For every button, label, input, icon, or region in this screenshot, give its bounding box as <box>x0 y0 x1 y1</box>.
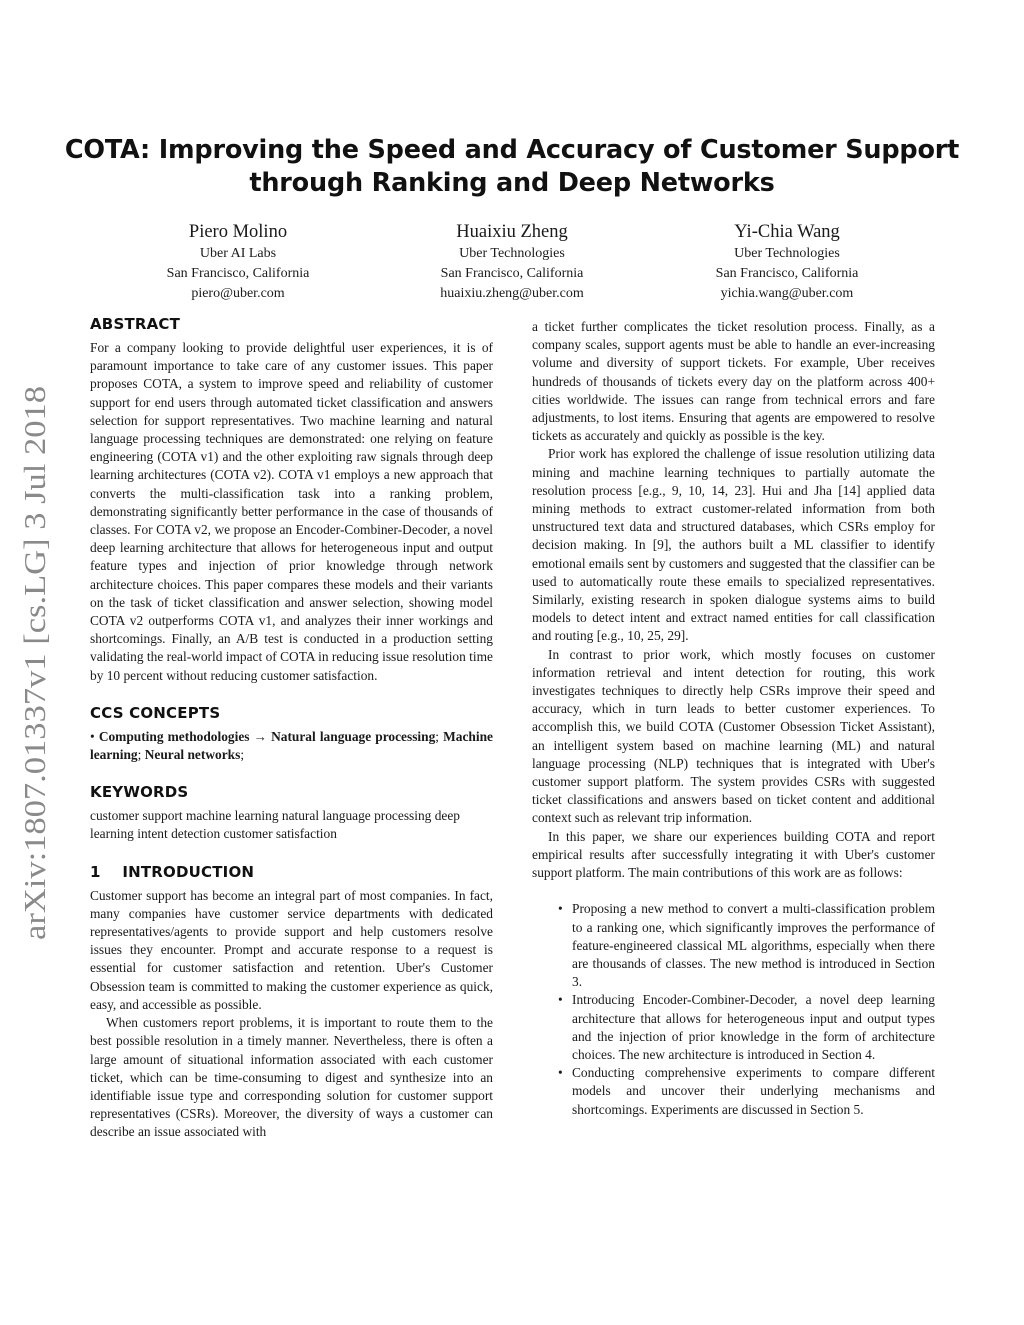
ccs-separator: ; <box>137 747 142 763</box>
bullet-icon: • <box>558 901 563 917</box>
ccs-separator: ; <box>240 747 245 763</box>
ccs-concept: Neural networks <box>144 747 241 763</box>
author-location: San Francisco, California <box>166 266 310 281</box>
author-location: San Francisco, California <box>715 266 859 281</box>
author-location: San Francisco, California <box>440 266 584 281</box>
author-email[interactable]: piero@uber.com <box>191 286 285 301</box>
keywords-heading: KEYWORDS <box>90 783 189 802</box>
author-name: Piero Molino <box>188 222 288 242</box>
list-item-text: Introducing Encoder-Combiner-Decoder, a novel deep learning architecture that allows for heterogeneous input and output types and the injection of prior knowledge in the form of architecture choices. The new architecture is introduced in Section 4. <box>572 992 935 1062</box>
ccs-concepts <box>90 728 493 764</box>
author-email[interactable]: huaixiu.zheng@uber.com <box>440 286 584 301</box>
intro-paragraph: Customer support has become an integral part of most companies. In fact, many companies have customer service departments with dedicated representatives/agents to provide support and help customers resolve issues they encounter. Prompt and accurate response to a request is essential for customer satisfaction and retention. Uber's Customer Obsession team is committed to making the customer experience as quick, easy, and accessible as possible. <box>90 887 493 1012</box>
ccs-concept: Machine learning <box>90 728 493 763</box>
author-block <box>362 220 662 304</box>
introduction-heading: 1 INTRODUCTION <box>90 862 255 881</box>
intro-paragraph: When customers report problems, it is important to route them to the best possible resolution in a timely manner. Nevertheless, there is often a large amount of situational information associated with each customer ticket, which can be time-consuming to digest and synthesize into an identifiable issue type and corresponding solution for customer support representatives (CSRs). Moreover, the diversity of ways a customer can describe an issue associated with <box>90 1015 493 1140</box>
ccs-concept: Natural language processing <box>271 728 436 744</box>
arxiv-stamp-text: arXiv:1807.01337v1 [cs.LG] 3 Jul 2018 <box>17 442 52 940</box>
ccs-separator: ; <box>435 728 440 744</box>
left-column <box>90 314 493 1142</box>
author-name: Yi-Chia Wang <box>734 222 840 242</box>
abstract-text: For a company looking to provide delightful user experiences, it is of paramount importance to take care of any customer issues. This paper proposes COTA, a system to improve speed and reliability of customer support for end users through automated ticket classification and answers selection for support representatives. Two machine learning and natural language processing techniques are demonstrated: one relying on feature engineering (COTA v1) and the other exploiting raw signals through deep learning architectures (COTA v2). COTA v1 employs a new approach that converts the multi-classification task into a ranking problem, demonstrating significantly better performance in the case of thousands of classes. For COTA v2, we propose an Encoder-Combiner-Decoder, a novel deep learning architecture that allows for heterogeneous input and output feature types and injection of prior knowledge through network architecture choices. This paper compares these models and their variants on the task of ticket classification and answer selection, showing model COTA v2 outperforms COTA v1, and analyzes their inner workings and shortcomings. Finally, an A/B test is conducted in a production setting validating the real-world impact of COTA in reducing issue resolution time by 10 percent without reducing customer satisfaction. <box>90 340 493 683</box>
intro-paragraph: In contrast to prior work, which mostly focuses on customer information retrieval and intent detection for routing, this work investigates techniques to directly help CSRs improve their speed and accuracy, which in turn leads to better customer experiences. To accomplish this, we build COTA (Customer Obsession Ticket Assistant), an intelligent system based on machine learning (ML) and natural language processing (NLP) techniques that is integrated with Uber's customer support platform. The system provides CSRs with suggested ticket classifications and answers based on ticket content and additional context such as relevant trip information. <box>532 646 935 826</box>
author-name: Huaixiu Zheng <box>456 222 568 242</box>
title-line-2: through Ranking and Deep Networks <box>249 168 775 198</box>
author-block <box>637 220 937 304</box>
arxiv-stamp <box>13 380 53 940</box>
bullet-icon: • <box>558 1065 563 1081</box>
author-affiliation: Uber Technologies <box>459 246 565 261</box>
title-line-1: COTA: Improving the Speed and Accuracy of Customer Support <box>64 135 960 165</box>
keywords-text: customer support machine learning natural language processing deep learning intent detection customer satisfaction <box>90 808 460 842</box>
author-block <box>88 220 388 304</box>
bullet-icon: • <box>558 992 563 1008</box>
author-affiliation: Uber AI Labs <box>199 246 277 261</box>
paper-title <box>60 134 964 200</box>
list-item-text: Proposing a new method to convert a multi-classification problem to a ranking one, which significantly improves the performance of feature-engineered classical ML algorithms, especially when there are thousands of classes. The new method is introduced in Section 3. <box>572 901 935 990</box>
ccs-bullet: • <box>90 728 95 744</box>
right-column <box>532 318 935 1119</box>
list-item <box>558 1064 935 1119</box>
list-item-text: Conducting comprehensive experiments to compare different models and uncover their underlying mechanisms and shortcomings. Experiments are discussed in Section 5. <box>572 1065 935 1117</box>
author-affiliation: Uber Technologies <box>734 246 840 261</box>
ccs-heading: CCS CONCEPTS <box>90 703 221 722</box>
author-email[interactable]: yichia.wang@uber.com <box>720 286 854 301</box>
intro-paragraph: In this paper, we share our experiences building COTA and report empirical results after successfully integrating it with Uber's customer support platform. The main contributions of this work are as follows: <box>532 828 935 881</box>
intro-paragraph: Prior work has explored the challenge of issue resolution utilizing data mining and machine learning techniques to partially automate the resolution process [e.g., 9, 10, 14, 23]. Hui and Jha [14] applied data mining methods to extract customer-related information from both unstructured text data and structured databases, which CSRs employ for decision making. In [9], the authors built a ML classifier to identify emotional emails sent by customers and suggested that the classifier can be used to automatically route these emails to specialized representatives. Similarly, existing research in spoken dialogue systems aims to build models to detect intent and extract named entities for call classification and routing [e.g., 10, 25, 29]. <box>532 446 935 644</box>
contributions-list <box>532 900 935 1118</box>
intro-paragraph: a ticket further complicates the ticket resolution process. Finally, as a company scales, support agents must be able to handle an ever-increasing volume and diversity of support tickets. For example, Uber receives hundreds of thousands of tickets every day on the platform across 400+ cities worldwide. The issues can range from technical errors and fare adjustments, to lost items. Ensuring that agents are empowered to resolve tickets as accurately and quickly as possible is the key. <box>532 319 935 444</box>
abstract-heading: ABSTRACT <box>90 315 181 333</box>
list-item <box>558 900 935 991</box>
list-item <box>558 991 935 1064</box>
ccs-concept: Computing methodologies <box>98 728 250 744</box>
ccs-arrow: → <box>253 728 267 744</box>
